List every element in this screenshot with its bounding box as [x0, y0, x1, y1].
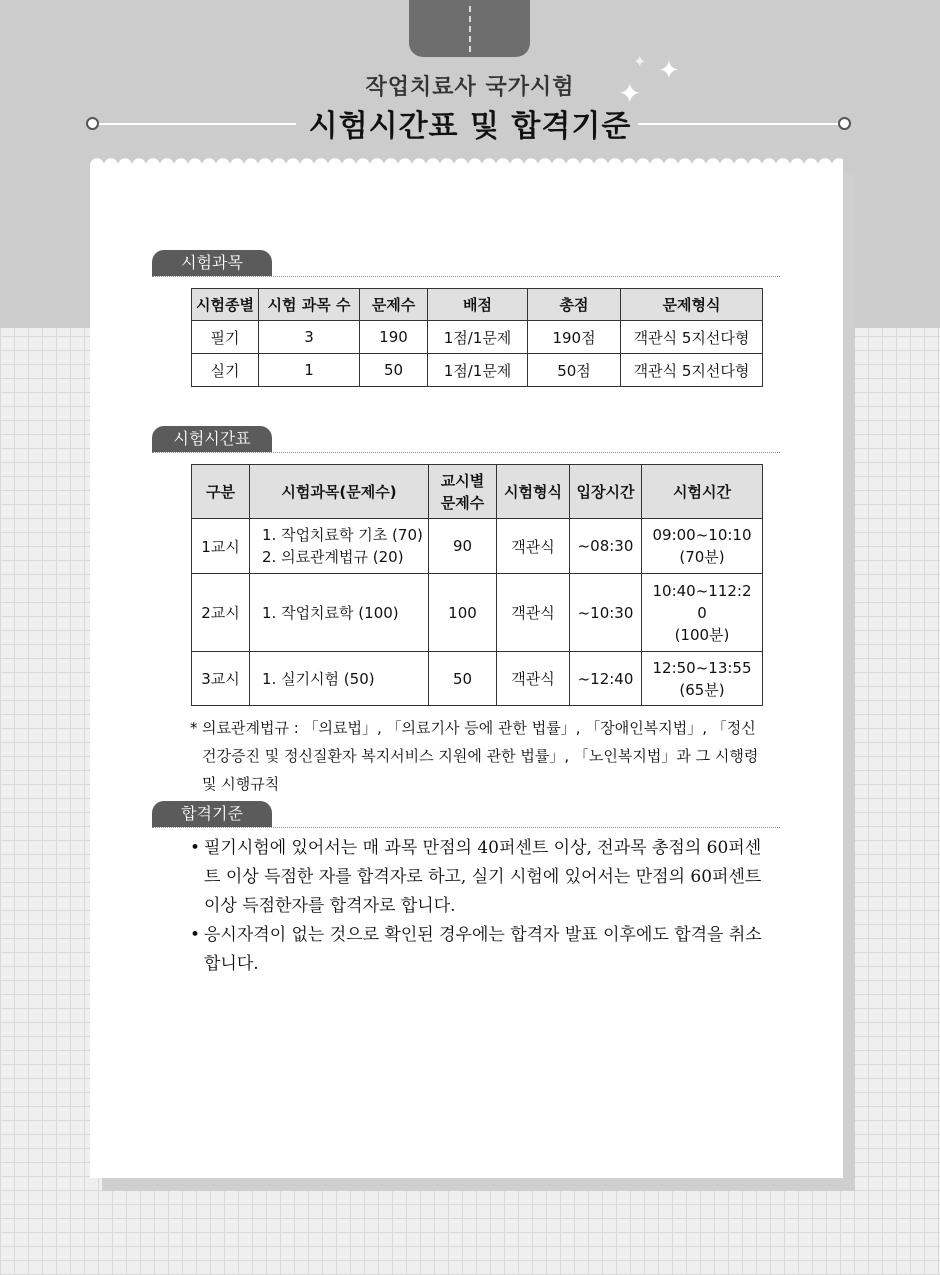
period-cell: 2교시 [192, 574, 250, 652]
footnote-text: 의료관계법규 : 「의료법」, 「의료기사 등에 관한 법률」, 「장애인복지법」, 「정신건강증진 및 정신질환자 복지서비스 지원에 관한 법률」, 「노인복지법」과 그 시행령 및 시행규칙 [202, 719, 759, 793]
page-subtitle: 작업치료사 국가시험 [365, 75, 575, 100]
table-row [192, 574, 763, 652]
format-cell: 객관식 [497, 574, 570, 652]
schedule-col-header [429, 465, 497, 519]
table-row [192, 652, 763, 706]
count-cell: 100 [429, 574, 497, 652]
schedule-col-header: 시험형식 [497, 465, 570, 519]
time-line: (100분) [674, 625, 730, 644]
title-dot-left [86, 117, 99, 130]
table-cell: 190 [360, 321, 428, 354]
list-item [190, 921, 762, 979]
table-cell: 실기 [192, 354, 259, 387]
schedule-col-header: 입장시간 [570, 465, 642, 519]
table-cell: 50 [360, 354, 428, 387]
section-label-schedule: 시험시간표 [152, 426, 272, 452]
tab-dashed-line [469, 6, 471, 52]
period-cell: 3교시 [192, 652, 250, 706]
time-line: 09:00~10:10 [652, 526, 752, 544]
criteria-text: 필기시험에 있어서는 매 과목 만점의 40퍼센트 이상, 전과목 총점의 60퍼센트 이상 득점한 자를 합격자로 하고, 실기 시험에 있어서는 만점의 60퍼센트 이상 득점한자를 합격자로 합니다. [204, 838, 762, 916]
format-cell: 객관식 [497, 652, 570, 706]
schedule-table [191, 464, 763, 706]
count-cell: 90 [429, 519, 497, 574]
time-line: 12:50~13:55 [652, 658, 752, 677]
bullet-icon: • [190, 925, 201, 945]
title-line-right [638, 123, 838, 125]
sparkle-small-icon: ✦ [633, 52, 647, 71]
sparkle-icon: ✦ [658, 56, 680, 86]
time-line: 10:40~112:2 [652, 581, 752, 600]
subjects-cell [250, 574, 429, 652]
schedule-col-header: 구분 [192, 465, 250, 519]
subjects-col-header: 총점 [528, 289, 621, 321]
time-cell [642, 652, 763, 706]
time-cell [642, 519, 763, 574]
subject-line: 1. 작업치료학 기초 (70) [262, 526, 423, 544]
bullet-icon: • [190, 838, 201, 858]
list-item [190, 834, 762, 921]
subject-line: 1. 작업치료학 (100) [262, 604, 399, 622]
time-line: (70분) [679, 548, 725, 566]
subjects-table [191, 288, 763, 387]
title-line-left [98, 123, 296, 125]
criteria-list [190, 834, 762, 979]
count-cell: 50 [429, 652, 497, 706]
subjects-col-header: 문제형식 [621, 289, 763, 321]
subjects-col-header: 시험 과목 수 [259, 289, 360, 321]
section-label-criteria: 합격기준 [152, 801, 272, 827]
schedule-header-row [192, 465, 763, 519]
criteria-text: 응시자격이 없는 것으로 확인된 경우에는 합격자 발표 이후에도 합격을 취소 합니다. [204, 925, 762, 974]
schedule-col-header: 시험과목(문제수) [250, 465, 429, 519]
table-cell: 1 [259, 354, 360, 387]
table-cell: 필기 [192, 321, 259, 354]
section-rule-subjects [152, 276, 780, 277]
period-cell: 1교시 [192, 519, 250, 574]
table-row [192, 321, 763, 354]
entry-cell: ~10:30 [570, 574, 642, 652]
subject-line: 2. 의료관계법규 (20) [262, 548, 404, 566]
schedule-col-header-text: 교시별 문제수 [440, 471, 485, 512]
paper-scalloped-edge [90, 151, 843, 165]
table-cell: 190점 [528, 321, 621, 354]
format-cell: 객관식 [497, 519, 570, 574]
table-row [192, 519, 763, 574]
section-label-subjects: 시험과목 [152, 250, 272, 276]
subjects-col-header: 시험종별 [192, 289, 259, 321]
title-dot-right [838, 117, 851, 130]
subjects-col-header: 배점 [428, 289, 528, 321]
table-cell: 객관식 5지선다형 [621, 354, 763, 387]
subjects-col-header: 문제수 [360, 289, 428, 321]
table-cell: 1점/1문제 [428, 321, 528, 354]
entry-cell: ~12:40 [570, 652, 642, 706]
table-cell: 3 [259, 321, 360, 354]
table-cell: 50점 [528, 354, 621, 387]
page-title: 시험시간표 및 합격기준 [308, 109, 632, 144]
table-cell: 1점/1문제 [428, 354, 528, 387]
section-rule-schedule [152, 452, 780, 453]
section-rule-criteria [152, 827, 780, 828]
table-row [192, 354, 763, 387]
subject-line: 1. 실기시험 (50) [262, 670, 375, 688]
entry-cell: ~08:30 [570, 519, 642, 574]
time-line: (65분) [679, 680, 725, 699]
sparkle-large-icon: ✦ [618, 77, 642, 110]
time-line: 0 [697, 603, 707, 622]
time-cell [642, 574, 763, 652]
table-cell: 객관식 5지선다형 [621, 321, 763, 354]
subjects-cell [250, 519, 429, 574]
schedule-col-header: 시험시간 [642, 465, 763, 519]
subjects-header-row [192, 289, 763, 321]
schedule-footnote [190, 714, 770, 798]
footnote-mark: * [190, 719, 198, 737]
subjects-cell [250, 652, 429, 706]
